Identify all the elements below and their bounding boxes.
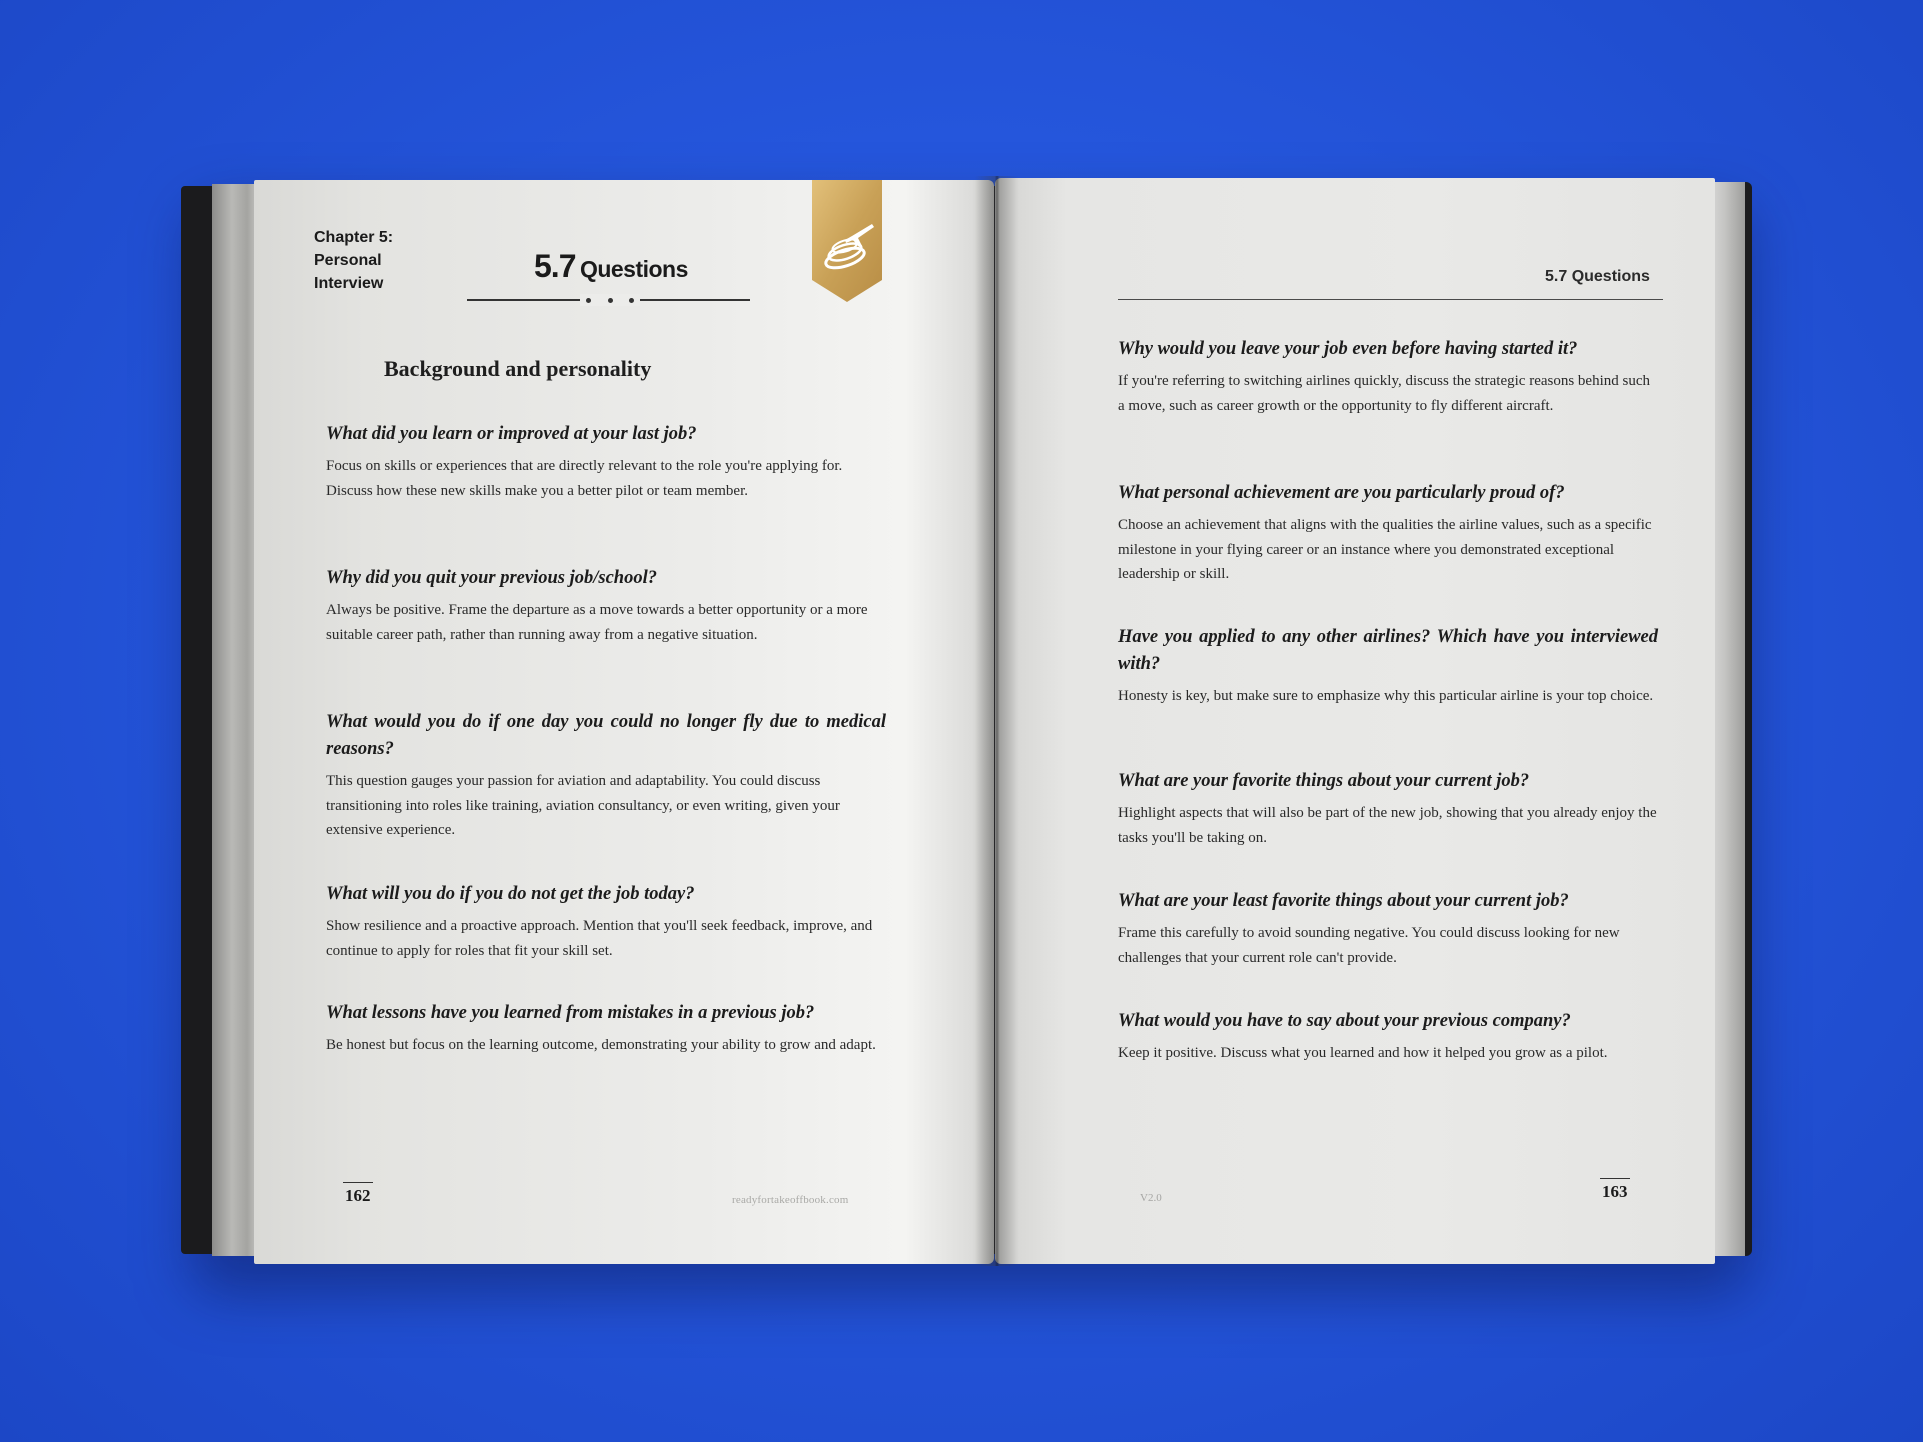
question: Why did you quit your previous job/school?	[326, 568, 657, 588]
question: What are your favorite things about your current job?	[1118, 771, 1530, 791]
question: What did you learn or improved at your last job?	[326, 424, 697, 444]
qa-item	[326, 421, 886, 503]
title-dots	[580, 294, 640, 306]
section-word: Questions	[579, 256, 688, 282]
qa-item	[1118, 624, 1658, 709]
bookmark-ribbon	[812, 180, 882, 302]
answer: Always be positive. Frame the departure as a move towards a better opportunity or a more suitable career path, rather than running away from a negative situation.	[326, 602, 868, 643]
answer: This question gauges your passion for aviation and adaptability. You could discuss transitioning into roles like training, aviation consultancy, or even writing, given your extensive experience.	[326, 773, 840, 838]
chapter-label-line: Chapter 5:	[314, 229, 394, 246]
question: What would you do if one day you could no longer fly due to medical reasons?	[326, 712, 886, 759]
qa-item	[326, 709, 886, 843]
answer: Frame this carefully to avoid sounding negative. You could discuss looking for new challenges that your current role can't provide.	[1118, 925, 1620, 966]
book-gutter	[975, 176, 1019, 1266]
question: What are your least favorite things about your current job?	[1118, 891, 1569, 911]
answer: Choose an achievement that aligns with the qualities the airline values, such as a specific milestone in your flying career or an instance where you demonstrated exceptional leadership or skill.	[1118, 517, 1652, 582]
left-page	[254, 180, 994, 1264]
chapter-label-line: Interview	[314, 275, 384, 292]
section-number: 5.7	[534, 248, 576, 284]
answer: Honesty is key, but make sure to emphasize why this particular airline is your top choice.	[1118, 688, 1654, 704]
chapter-label-line: Personal	[314, 252, 382, 269]
question: What personal achievement are you particularly proud of?	[1118, 483, 1565, 503]
qa-item	[1118, 480, 1658, 587]
qa-item	[1118, 336, 1658, 418]
version-label: V2.0	[1140, 1192, 1162, 1204]
qa-item	[326, 1000, 886, 1058]
qa-item	[326, 565, 886, 647]
answer: Keep it positive. Discuss what you learned and how it helped you grow as a pilot.	[1118, 1045, 1608, 1061]
right-page	[995, 178, 1715, 1264]
page-number: 162	[345, 1186, 371, 1205]
answer: If you're referring to switching airlines quickly, discuss the strategic reasons behind such a move, such as career growth or the opportunity to fly different aircraft.	[1118, 373, 1651, 414]
airplane-globe-icon	[812, 180, 882, 302]
question: What would you have to say about your previous company?	[1118, 1011, 1571, 1031]
qa-item	[326, 881, 886, 963]
question: Have you applied to any other airlines? Which have you interviewed with?	[1118, 627, 1658, 674]
running-head: 5.7 Questions	[1545, 268, 1650, 285]
page-number: 163	[1602, 1182, 1628, 1201]
section-title	[534, 248, 784, 285]
answer: Show resilience and a proactive approach. Mention that you'll seek feedback, improve, and continue to apply for roles that fit your skill set.	[326, 918, 873, 959]
answer: Be honest but focus on the learning outcome, demonstrating your ability to grow and adapt.	[326, 1037, 876, 1053]
running-head-rule	[1118, 299, 1663, 300]
question: What will you do if you do not get the job today?	[326, 884, 695, 904]
qa-item	[1118, 768, 1658, 850]
question: Why would you leave your job even before having started it?	[1118, 339, 1578, 359]
question: What lessons have you learned from mistakes in a previous job?	[326, 1003, 815, 1023]
subheading: Background and personality	[384, 356, 652, 381]
answer: Highlight aspects that will also be part of the new job, showing that you already enjoy the tasks you'll be taking on.	[1118, 805, 1657, 846]
footer-url: readyfortakeoffbook.com	[732, 1194, 849, 1206]
qa-item	[1118, 1008, 1658, 1066]
answer: Focus on skills or experiences that are directly relevant to the role you're applying for. Discuss how these new skills make you a better pilot or team member.	[326, 458, 843, 499]
qa-item	[1118, 888, 1658, 970]
chapter-label	[314, 226, 434, 295]
